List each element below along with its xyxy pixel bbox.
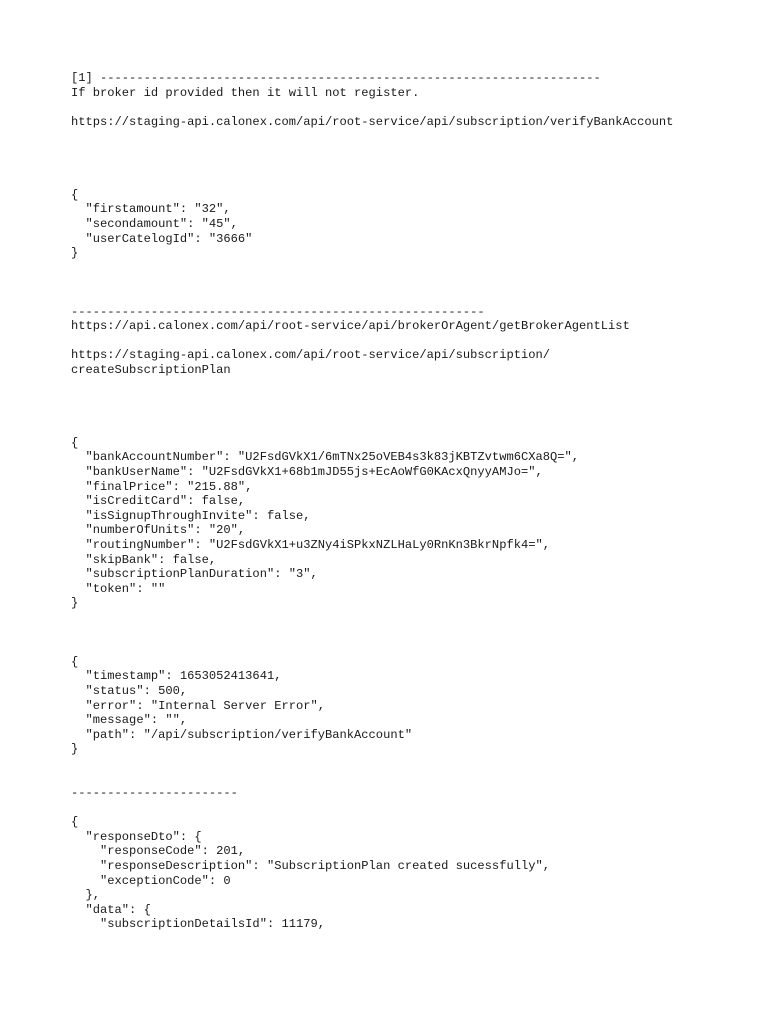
text-line: https://staging-api.calonex.com/api/root-service/api/subscription/ (71, 348, 550, 363)
text-line: https://staging-api.calonex.com/api/root-service/api/subscription/verifyBankAccount (71, 114, 674, 129)
text-line (71, 275, 751, 290)
text-line (71, 392, 751, 407)
text-line (71, 757, 751, 772)
text-line: "responseCode": 201, (71, 844, 246, 859)
text-line (71, 159, 751, 174)
text-line: --------------------------------------------------------- (71, 304, 485, 319)
text-line: "status": 500, (71, 683, 188, 698)
text-line: { (71, 187, 79, 202)
text-line: { (71, 654, 79, 669)
text-line (71, 932, 751, 947)
text-line (71, 261, 751, 276)
text-line: "skipBank": false, (71, 552, 217, 567)
text-line: "error": "Internal Server Error", (71, 698, 326, 713)
text-line: "token": "" (71, 581, 166, 596)
text-line (71, 640, 751, 655)
text-line: "userCatelogId": "3666" (71, 231, 253, 246)
text-line: { (71, 815, 79, 830)
text-line: ----------------------- (71, 786, 238, 801)
text-line (71, 290, 751, 305)
document-text (71, 71, 751, 947)
text-line: }, (71, 888, 101, 903)
text-line (71, 801, 751, 816)
text-line: } (71, 596, 79, 611)
text-line: "routingNumber": "U2FsdGVkX1+u3ZNy4iSPkxNZLHaLy0RnKn3BkrNpfk4=", (71, 538, 550, 552)
text-line (71, 421, 751, 436)
text-line: "firstamount": "32", (71, 202, 231, 217)
text-line: "isSignupThroughInvite": false, (71, 508, 311, 523)
text-line: "isCreditCard": false, (71, 494, 246, 509)
text-line: } (71, 246, 79, 261)
text-line: } (71, 742, 79, 757)
text-line (71, 626, 751, 641)
text-line (71, 772, 751, 787)
text-line: "bankUserName": "U2FsdGVkX1+68b1mJD55js+EcAoWfG0KAcxQnyyAMJo=", (71, 465, 543, 480)
text-line: "timestamp": 1653052413641, (71, 669, 282, 684)
text-line: "responseDescription": "SubscriptionPlan created sucessfully", (71, 859, 550, 874)
text-line: "exceptionCode": 0 (71, 873, 231, 888)
text-line (71, 377, 751, 392)
text-line: "responseDto": { (71, 829, 202, 844)
text-line: "data": { (71, 902, 151, 917)
text-line (71, 129, 751, 144)
text-line: createSubscriptionPlan (71, 362, 231, 377)
text-line: "finalPrice": "215.88", (71, 479, 253, 494)
text-line: [1] --------------------------------------------------------------------- (71, 71, 601, 85)
text-line: "path": "/api/subscription/verifyBankAccount" (71, 727, 413, 742)
text-line: "bankAccountNumber": "U2FsdGVkX1/6mTNx25oVEB4s3k83jKBTZvtwm6CXa8Q=", (71, 450, 580, 465)
text-line (71, 611, 751, 626)
text-line: "message": "", (71, 713, 188, 728)
text-line (71, 173, 751, 188)
text-line: "subscriptionPlanDuration": "3", (71, 567, 318, 582)
text-line: If broker id provided then it will not register. (71, 85, 420, 100)
text-line: { (71, 435, 79, 450)
text-line (71, 100, 751, 115)
text-line (71, 407, 751, 422)
text-line: https://api.calonex.com/api/root-service/api/brokerOrAgent/getBrokerAgentList (71, 319, 630, 334)
text-line: "secondamount": "45", (71, 216, 238, 231)
text-line: "subscriptionDetailsId": 11179, (71, 917, 326, 932)
text-line: "numberOfUnits": "20", (71, 523, 246, 538)
text-line (71, 334, 751, 349)
text-line (71, 144, 751, 159)
